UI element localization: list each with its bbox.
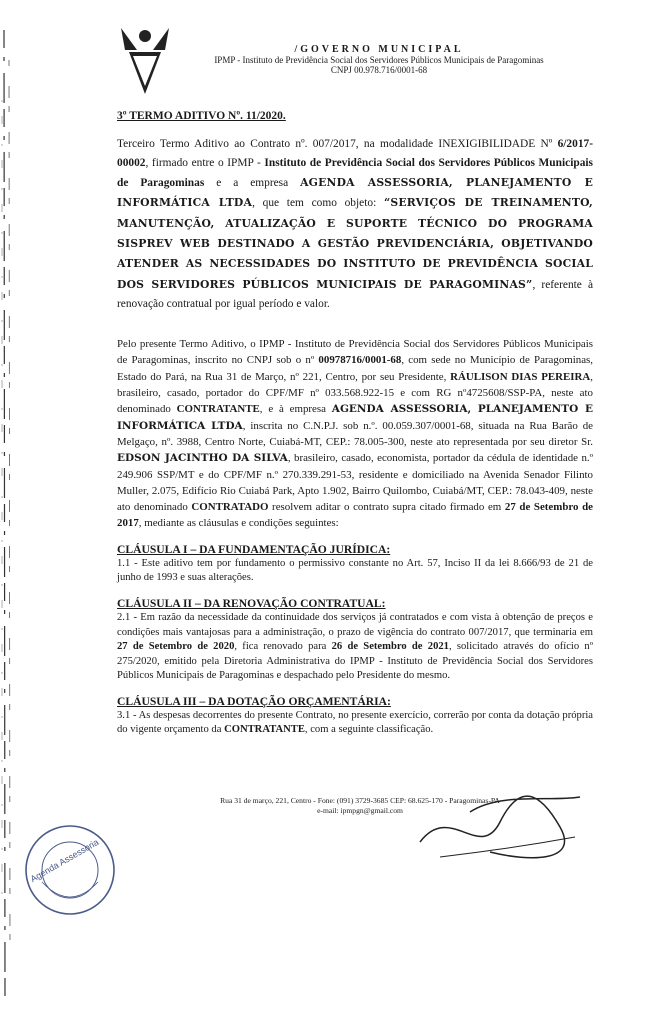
director-name: EDSON JACINTHO DA SILVA: [117, 452, 288, 465]
institute-cnpj: CNPJ 00.978.716/0001-68: [330, 65, 428, 75]
clause-3-text-part: 3.1 - As despesas decorrentes do presente Contrato, no presente exercício, correrão por conta da dotação própria do vigente orçamento da: [117, 709, 593, 736]
renewed-end-date: 26 de Setembro de 2021: [331, 641, 449, 653]
contract-object: “SERVIÇOS DE TREINAMENTO, MANUTENÇÃO, ATUALIZAÇÃO E SUPORTE TÉCNICO DO PROGRAMA SISPREV WEB DESTINADO A GESTÃO PREVIDENCIÁRIA, OBJETIVANDO ATENDER AS NECESSIDADES DO INSTITUTO DE PREVIDÊNCIA SOCIAL DOS SERVIDORES PÚBLICOS MUNICIPAIS DE PARAGOMINAS”: [117, 196, 594, 291]
letterhead: [115, 22, 575, 97]
parties-text: resolvem aditar o contrato supra citado firmado em: [268, 501, 505, 514]
original-end-date: 27 de Setembro de 2020: [117, 641, 235, 653]
clause-1-text: 1.1 - Este aditivo tem por fundamento o permissivo constante no Art. 57, Inciso II da lei 8.666/93 de 21 de junho de 1993 e suas alterações.: [117, 557, 593, 584]
stamp-text: Agenda Assessoria: [28, 836, 101, 885]
intro-text: Terceiro Termo Aditivo ao Contrato nº. 007/2017, na modalidade INEXIGIBILIDADE Nº: [117, 137, 558, 150]
institute-full-name: Instituto de Previdência Social dos Servidores Públicos Municipais de Paragominas: [117, 156, 593, 190]
clause-2-text-part: 2.1 - Em razão da necessidade da continuidade dos serviços já contratados e com vista à obtenção de preços e condições mais vantajosas para a administração, o prazo de vigência do contrato 007/2017, que terminaria em: [117, 611, 593, 638]
parties-text: Pelo presente Termo Aditivo, o IPMP - Instituto de Previdência Social dos Servidores Públicos Municipais de Paragominas, inscrito no CNPJ sob o nº: [117, 338, 593, 367]
footer-email: e-mail: ipmpgn@gmail.com: [317, 806, 403, 815]
clause-3-title: CLÁUSULA III – DA DOTAÇÃO ORÇAMENTÁRIA:: [117, 694, 391, 708]
clause-2: [117, 596, 593, 684]
contract-date: 27 de Setembro de 2017: [117, 501, 593, 530]
document-body: [117, 108, 593, 738]
contratante-label: CONTRATANTE: [176, 403, 260, 416]
parties-text: , com sede no Município de Paragominas, Estado do Pará, na Rua 31 de Março, nº 221, Centro, por seu Presidente,: [117, 354, 593, 383]
parties-text: , inscrita no C.N.P.J. sob n.º. 00.059.307/0001-68, situada na Rua Barão de Melgaço, nº. 3988, Centro Norte, Cuiabá-MT, CEP.: 78.005-300, neste ato representada por seu diretor Sr.: [117, 419, 593, 448]
intro-text: , referente à renovação contratual por igual período e valor.: [117, 278, 593, 310]
institute-cnpj-number: 00978716/0001-68: [318, 354, 402, 367]
clause-2-text: [117, 611, 593, 684]
clause-2-text-part: , solicitado através do ofício nº 275/2020, emitido pela Diretoria Administrativa do IPMP - Instituto de Previdência Social dos Servidores Públicos Municipais de Paragominas e despachado pelo Presidente do mesmo.: [117, 641, 593, 682]
clause-1-title: CLÁUSULA I – DA FUNDAMENTAÇÃO JURÍDICA:: [117, 542, 391, 556]
clause-3: [117, 694, 593, 738]
intro-text: , que tem como objeto:: [252, 197, 384, 210]
intro-paragraph: [117, 135, 593, 315]
ipmp-logo: [115, 22, 175, 97]
intro-text: e a empresa: [204, 177, 301, 190]
contratado-label: CONTRATADO: [191, 501, 269, 514]
clause-3-text: [117, 709, 593, 738]
footer-address: Rua 31 de março, 221, Centro - Fone: (091) 3729-3685 CEP: 68.625-170 - Paragominas-PA: [220, 796, 500, 805]
president-name: RÁULISON DIAS PEREIRA: [450, 370, 591, 383]
parties-paragraph: [117, 336, 593, 532]
parties-text: , brasileiro, casado, portador do CPF/MF nº 033.568.922-15 e com RG nº4725608/SSP-PA, neste ato denominado: [117, 370, 593, 416]
parties-text: , brasileiro, casado, economista, portador da cédula de identidade n.º 249.906 SSP/MT e do CPF/MF n.º 270.339.291-53, residente e domiciliado na Avenida Senador Filinto Muller, 2.075, Edifício Rio Cuiabá Park, Apto 1.902, Bairro Quilombo, Cuiabá/MT, CEP.: 78.043-409, neste ato denominado: [117, 452, 593, 514]
contratante-label: CONTRATANTE: [224, 724, 305, 736]
parties-text: , e à empresa: [259, 403, 332, 416]
scan-edge-artifact: [0, 0, 18, 1024]
clause-2-title: CLÁUSULA II – DA RENOVAÇÃO CONTRATUAL:: [117, 596, 386, 610]
letterhead-text: [179, 44, 579, 75]
government-label: /GOVERNO MUNICIPAL: [294, 44, 464, 55]
document-title: 3º TERMO ADITIVO Nº. 11/2020.: [117, 110, 286, 122]
clause-1: [117, 542, 593, 586]
parties-text: , mediante as cláusulas e condições seguintes:: [138, 517, 339, 530]
company-stamp: [22, 822, 118, 918]
intro-text: , firmado entre o IPMP -: [145, 156, 265, 169]
inexigibilidade-number: 6/2017-00002: [117, 137, 593, 169]
clause-2-text-part: , fica renovado para: [234, 641, 332, 653]
handwritten-signature: [410, 782, 590, 872]
clause-3-text-part: , com a seguinte classificação.: [304, 724, 434, 736]
company-name: AGENDA ASSESSORIA, PLANEJAMENTO E INFORMÁTICA LTDA: [117, 403, 593, 432]
company-name: AGENDA ASSESSORIA, PLANEJAMENTO E INFORMÁTICA LTDA: [117, 176, 593, 210]
institute-name: IPMP - Instituto de Previdência Social dos Servidores Públicos Municipais de Paragominas: [214, 55, 544, 65]
